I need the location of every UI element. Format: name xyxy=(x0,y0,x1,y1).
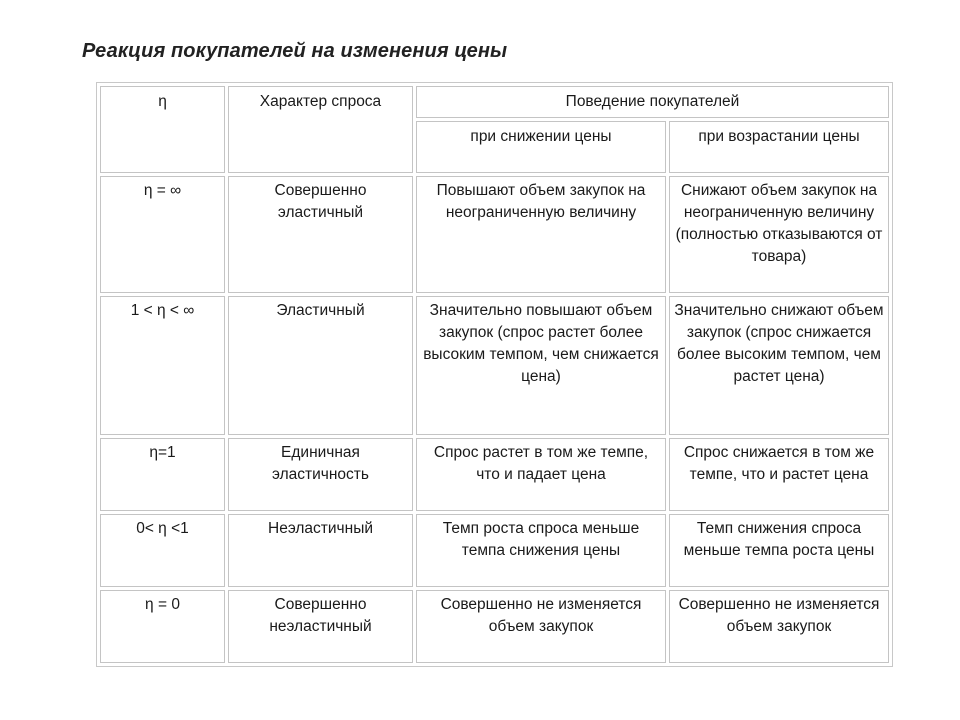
cell-demand: Эластичный xyxy=(228,296,413,435)
page-title: Реакция покупателей на изменения цены xyxy=(82,40,508,62)
table-header-row xyxy=(100,86,889,118)
table-row xyxy=(100,176,889,293)
cell-price-up: Снижают объем закупок на неограниченную величину (полностью отказываются от товара) xyxy=(669,176,889,293)
header-demand-type: Характер спроса xyxy=(228,86,413,173)
cell-eta: η=1 xyxy=(100,438,225,511)
table-row xyxy=(100,296,889,435)
table-row xyxy=(100,590,889,663)
cell-price-down: Темп роста спроса меньше темпа снижения цены xyxy=(416,514,666,587)
table-row xyxy=(100,438,889,511)
cell-price-up: Совершенно не изменяется объем закупок xyxy=(669,590,889,663)
cell-price-up: Спрос снижается в том же темпе, что и растет цена xyxy=(669,438,889,511)
cell-price-down: Спрос растет в том же темпе, что и падает цена xyxy=(416,438,666,511)
elasticity-table xyxy=(96,82,893,667)
cell-demand: Единичная эластичность xyxy=(228,438,413,511)
cell-price-down: Значительно повышают объем закупок (спрос растет более высоким темпом, чем снижается цена) xyxy=(416,296,666,435)
table-row xyxy=(100,514,889,587)
cell-price-up: Темп снижения спроса меньше темпа роста цены xyxy=(669,514,889,587)
cell-demand: Неэластичный xyxy=(228,514,413,587)
cell-eta: η = ∞ xyxy=(100,176,225,293)
cell-demand: Совершенно неэластичный xyxy=(228,590,413,663)
cell-price-down: Повышают объем закупок на неограниченную величину xyxy=(416,176,666,293)
cell-price-up: Значительно снижают объем закупок (спрос снижается более высоким темпом, чем растет цена) xyxy=(669,296,889,435)
cell-eta: 1 < η < ∞ xyxy=(100,296,225,435)
cell-demand: Совершенно эластичный xyxy=(228,176,413,293)
cell-eta: η = 0 xyxy=(100,590,225,663)
cell-eta: 0< η <1 xyxy=(100,514,225,587)
header-price-up: при возрастании цены xyxy=(669,121,889,173)
header-buyer-behavior: Поведение покупателей xyxy=(416,86,889,118)
header-price-down: при снижении цены xyxy=(416,121,666,173)
cell-price-down: Совершенно не изменяется объем закупок xyxy=(416,590,666,663)
header-eta: η xyxy=(100,86,225,173)
